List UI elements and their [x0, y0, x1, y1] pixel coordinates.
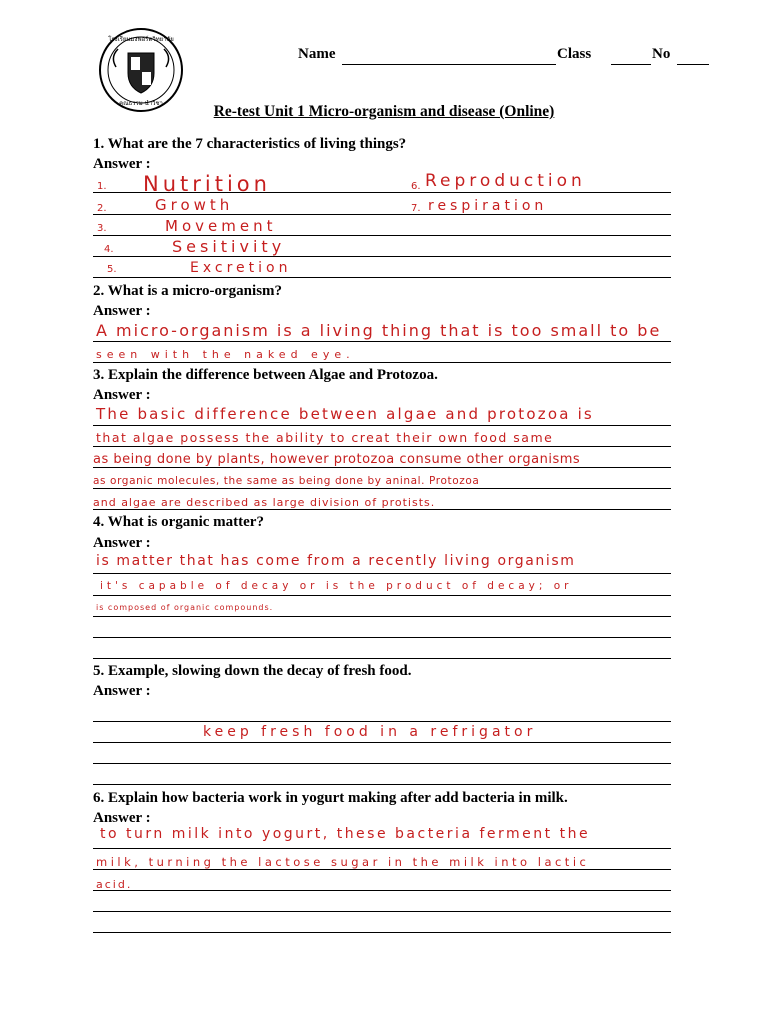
answer-1-item-7: respiration [428, 198, 548, 214]
class-label: Class [557, 46, 592, 62]
answer-3-line-2: that algae possess the ability to creat their own food same [96, 430, 554, 445]
question-6: 6. Explain how bacteria work in yogurt making after add bacteria in milk. [93, 790, 568, 806]
answer-6-line-1: to turn milk into yogurt, these bacteria ferment the [100, 826, 591, 842]
answer-4-line-3: is composed of organic compounds. [96, 603, 274, 612]
answer-1-item-2: Growth [155, 196, 234, 214]
answer-2-line-2: seen with the naked eye. [96, 348, 355, 361]
answer-6-line-2: milk, turning the lactose sugar in the milk into lactic [96, 855, 590, 869]
class-field[interactable] [611, 46, 651, 64]
no-label: No [652, 46, 671, 62]
answer-1-num-5: 5. [107, 264, 117, 275]
svg-text:คุณธรรม นำวิชา: คุณธรรม นำวิชา [119, 100, 163, 107]
question-1: 1. What are the 7 characteristics of living things? [93, 136, 407, 152]
answer-1-item-6: Reproduction [425, 171, 586, 191]
answer-6-line-3: acid. [96, 878, 133, 891]
answer-label-2: Answer : [93, 303, 151, 319]
answer-3-line-1: The basic difference between algae and protozoa is [96, 405, 594, 423]
question-5: 5. Example, slowing down the decay of fresh food. [93, 663, 412, 679]
answer-3-line-4: as organic molecules, the same as being done by aninal. Protozoa [93, 475, 480, 487]
answer-1-num-2: 2. [97, 203, 107, 214]
question-4: 4. What is organic matter? [93, 514, 264, 530]
answer-label-1: Answer : [93, 156, 151, 172]
answer-label-6: Answer : [93, 810, 151, 826]
answer-4-line-2: it's capable of decay or is the product of decay; or [100, 580, 573, 592]
svg-text:โรงเรียนมงฟอร์ตวิทยาลัย: โรงเรียนมงฟอร์ตวิทยาลัย [108, 36, 174, 43]
question-2: 2. What is a micro-organism? [93, 283, 283, 299]
no-field[interactable] [677, 46, 709, 64]
answer-3-line-3: as being done by plants, however protozoa consume other organisms [93, 452, 581, 467]
answer-1-num-4: 4. [104, 244, 114, 255]
answer-1-item-1: Nutrition [143, 172, 271, 196]
name-field[interactable] [342, 46, 556, 64]
answer-1-item-3: Movement [165, 217, 277, 235]
answer-4-line-1: is matter that has come from a recently living organism [96, 553, 576, 569]
name-label: Name [298, 46, 336, 62]
answer-label-5: Answer : [93, 683, 151, 699]
answer-label-3: Answer : [93, 387, 151, 403]
answer-1-num-6: 6. [411, 181, 421, 192]
answer-1-item-5: Excretion [190, 260, 292, 276]
answer-2-line-1: A micro-organism is a living thing that is too small to be [96, 321, 662, 340]
answer-1-num-7: 7. [411, 203, 421, 214]
school-seal-logo [98, 27, 184, 113]
answer-5-line-1: keep fresh food in a refrigator [203, 724, 537, 740]
answer-1-num-1: 1. [97, 181, 107, 192]
answer-1-num-3: 3. [97, 223, 107, 234]
page-title: Re-test Unit 1 Micro-organism and disease (Online) [213, 103, 555, 120]
answer-3-line-5: and algae are described as large division of protists. [93, 496, 436, 509]
answer-label-4: Answer : [93, 535, 151, 551]
answer-1-item-4: Sesitivity [172, 237, 286, 256]
question-3: 3. Explain the difference between Algae and Protozoa. [93, 367, 438, 383]
